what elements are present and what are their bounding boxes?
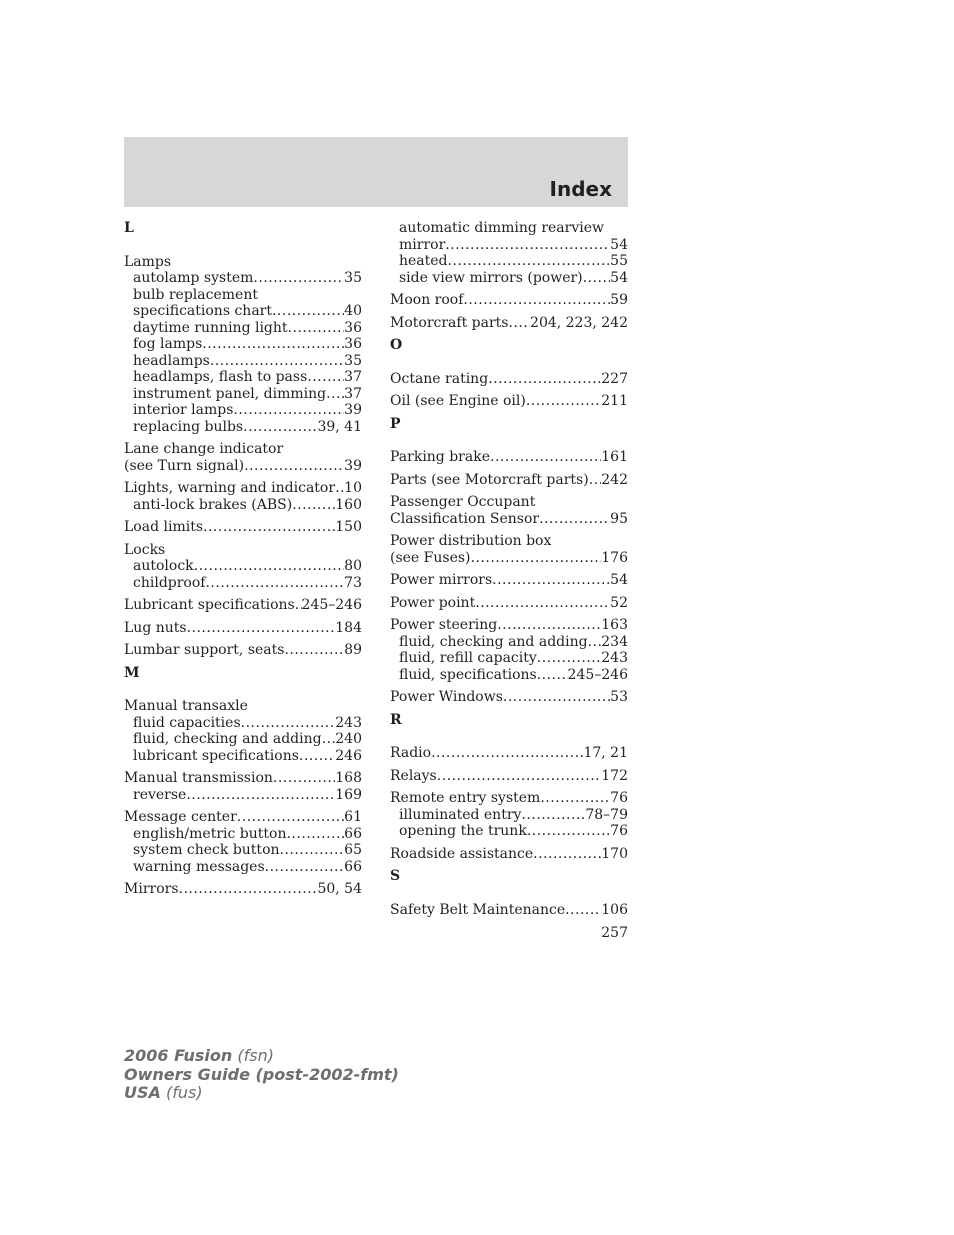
index-entry-group bbox=[124, 597, 362, 614]
entry-page: 36 bbox=[344, 319, 362, 336]
entry-page: 160 bbox=[335, 496, 362, 513]
index-entry bbox=[124, 458, 362, 475]
entry-text: warning messages bbox=[133, 858, 265, 875]
index-subentry bbox=[124, 402, 362, 419]
dot-leader bbox=[471, 550, 602, 567]
footer-line-2: Owners Guide (post-2002-fmt) bbox=[124, 1064, 399, 1084]
entry-text: heated bbox=[399, 253, 448, 269]
entry-page: 73 bbox=[344, 574, 362, 591]
section-letter: R bbox=[390, 711, 402, 728]
entry-text: interior lamps bbox=[133, 402, 234, 418]
entry-text: (see Turn signal) bbox=[124, 457, 245, 474]
index-subentry bbox=[390, 823, 628, 840]
entry-page: 172 bbox=[601, 767, 628, 784]
index-entry bbox=[390, 846, 628, 863]
dot-leader bbox=[540, 790, 610, 807]
index-subentry bbox=[124, 575, 362, 592]
entry-text: fluid, specifications bbox=[399, 666, 537, 683]
entry-text: bulb replacement bbox=[133, 286, 258, 303]
dot-leader bbox=[299, 748, 335, 765]
index-entry bbox=[390, 745, 628, 762]
dot-leader bbox=[241, 715, 336, 732]
dot-leader bbox=[497, 617, 601, 634]
entry-text: system check button bbox=[133, 842, 280, 858]
entry-text: mirror bbox=[399, 236, 446, 253]
index-entry bbox=[124, 254, 362, 271]
entry-page: 66 bbox=[344, 858, 362, 875]
entry-text: Moon roof bbox=[390, 292, 464, 308]
entry-text: Load limits bbox=[124, 519, 204, 535]
entry-text: Manual transmission bbox=[124, 770, 273, 786]
index-entry bbox=[390, 595, 628, 612]
dot-leader bbox=[445, 237, 610, 254]
index-entry-group bbox=[390, 315, 628, 332]
entry-page: 163 bbox=[601, 617, 628, 633]
entry-page: 211 bbox=[601, 393, 628, 409]
dot-leader bbox=[265, 859, 345, 876]
dot-leader bbox=[588, 634, 602, 651]
index-entry bbox=[124, 441, 362, 458]
index-subentry bbox=[124, 497, 362, 514]
entry-page: 245–246 bbox=[567, 666, 628, 683]
index-entry-group bbox=[390, 846, 628, 863]
entry-page: 89 bbox=[344, 642, 362, 658]
index-subentry bbox=[390, 667, 628, 684]
entry-page: 37 bbox=[344, 385, 362, 402]
entry-page: 39 bbox=[344, 402, 362, 418]
entry-text: automatic dimming rearview bbox=[399, 220, 605, 236]
index-subentry bbox=[124, 386, 362, 403]
entry-text: Power Windows bbox=[390, 689, 503, 705]
index-entry bbox=[124, 809, 362, 826]
index-entry bbox=[390, 494, 628, 511]
index-entry bbox=[124, 770, 362, 787]
index-column-left bbox=[124, 220, 362, 904]
entry-page: 61 bbox=[344, 809, 362, 825]
dot-leader bbox=[307, 369, 344, 386]
index-entry bbox=[124, 620, 362, 637]
header-band bbox=[124, 137, 628, 207]
entry-page: 65 bbox=[344, 842, 362, 858]
index-entry-group bbox=[390, 768, 628, 785]
entry-page: 204, 223, 242 bbox=[530, 314, 628, 331]
section-letter: M bbox=[124, 664, 140, 681]
entry-page: 53 bbox=[610, 689, 628, 705]
entry-text: Power mirrors bbox=[390, 572, 493, 588]
entry-text: english/metric button bbox=[133, 825, 287, 842]
section-letter: S bbox=[390, 868, 401, 884]
entry-text: headlamps bbox=[133, 352, 210, 369]
entry-page: 150 bbox=[335, 519, 362, 535]
entry-page: 17, 21 bbox=[583, 745, 628, 761]
index-entry bbox=[390, 768, 628, 785]
entry-text: lubricant specifications bbox=[133, 747, 299, 764]
entry-page: 242 bbox=[601, 471, 628, 488]
index-entry-group bbox=[390, 472, 628, 489]
entry-text: Manual transaxle bbox=[124, 698, 248, 714]
entry-text: Power steering bbox=[390, 617, 498, 633]
dot-leader bbox=[280, 842, 345, 859]
index-column-right bbox=[390, 220, 628, 924]
entry-page: 234 bbox=[601, 633, 628, 650]
dot-leader bbox=[295, 597, 302, 614]
dot-leader bbox=[179, 881, 318, 898]
dot-leader bbox=[244, 458, 344, 475]
dot-leader bbox=[203, 519, 335, 536]
entry-text: Radio bbox=[390, 745, 432, 761]
entry-text: Oil (see Engine oil) bbox=[390, 393, 526, 409]
dot-leader bbox=[253, 270, 344, 287]
index-entry bbox=[390, 550, 628, 567]
index-subentry bbox=[124, 826, 362, 843]
footer-line-3: USA (fus) bbox=[124, 1083, 203, 1102]
dot-leader bbox=[539, 511, 610, 528]
index-entry-group bbox=[390, 371, 628, 388]
entry-page: 35 bbox=[344, 352, 362, 369]
entry-page: 66 bbox=[344, 825, 362, 842]
index-subentry bbox=[124, 303, 362, 320]
index-subentry bbox=[124, 270, 362, 287]
index-entry-group bbox=[390, 689, 628, 706]
index-subentry bbox=[124, 336, 362, 353]
dot-leader bbox=[503, 689, 610, 706]
entry-text: childproof bbox=[133, 574, 206, 591]
index-subentry bbox=[124, 287, 362, 304]
index-subentry bbox=[124, 842, 362, 859]
entry-page: 35 bbox=[344, 270, 362, 286]
entry-page: 54 bbox=[610, 269, 628, 286]
entry-text: Safety Belt Maintenance bbox=[390, 901, 566, 918]
dot-leader bbox=[437, 768, 602, 785]
index-entry-group bbox=[124, 542, 362, 592]
entry-text: Remote entry system bbox=[390, 790, 541, 806]
index-subentry bbox=[390, 237, 628, 254]
dot-leader bbox=[533, 846, 601, 863]
entry-page: 184 bbox=[335, 619, 362, 636]
entry-text: Parking brake bbox=[390, 449, 490, 465]
entry-page: 50, 54 bbox=[317, 881, 362, 897]
dot-leader bbox=[205, 575, 344, 592]
index-entry bbox=[390, 572, 628, 589]
dot-leader bbox=[490, 449, 601, 466]
index-subentry bbox=[124, 731, 362, 748]
entry-page: 243 bbox=[601, 650, 628, 666]
index-entry bbox=[390, 689, 628, 706]
entry-page: 176 bbox=[601, 549, 628, 566]
entry-text: Power point bbox=[390, 594, 476, 611]
entry-text: Motorcraft parts bbox=[390, 314, 509, 331]
entry-text: Lubricant specifications bbox=[124, 597, 295, 613]
entry-page: 240 bbox=[335, 731, 362, 747]
entry-page: 54 bbox=[610, 572, 628, 588]
entry-text: Lumbar support, seats bbox=[124, 642, 285, 658]
entry-page: 245–246 bbox=[301, 597, 362, 613]
index-entry-group bbox=[390, 595, 628, 612]
dot-leader bbox=[292, 497, 335, 514]
entry-page: 227 bbox=[601, 370, 628, 387]
dot-leader bbox=[237, 809, 344, 826]
entry-text: fog lamps bbox=[133, 336, 203, 352]
dot-leader bbox=[537, 650, 602, 667]
index-entry-group bbox=[390, 902, 628, 919]
entry-text: (see Fuses) bbox=[390, 549, 471, 566]
entry-text: Power distribution box bbox=[390, 533, 552, 549]
entry-page: 76 bbox=[610, 790, 628, 806]
dot-leader bbox=[565, 902, 601, 919]
section-letter: L bbox=[124, 220, 134, 236]
index-subentry bbox=[390, 807, 628, 824]
entry-page: 169 bbox=[335, 786, 362, 803]
dot-leader bbox=[527, 823, 610, 840]
index-entry bbox=[390, 393, 628, 410]
entry-page: 52 bbox=[610, 594, 628, 611]
entry-page: 76 bbox=[610, 823, 628, 839]
dot-leader bbox=[194, 558, 345, 575]
dot-leader bbox=[286, 826, 344, 843]
index-subentry bbox=[124, 715, 362, 732]
index-entry bbox=[390, 315, 628, 332]
index-entry-group bbox=[390, 745, 628, 762]
index-entry-group bbox=[124, 881, 362, 898]
entry-text: fluid capacities bbox=[133, 714, 241, 731]
page-number: 257 bbox=[601, 925, 628, 941]
index-entry-group bbox=[124, 620, 362, 637]
index-entry-group bbox=[124, 519, 362, 536]
entry-page: 37 bbox=[344, 369, 362, 385]
index-subentry bbox=[124, 369, 362, 386]
index-entry bbox=[390, 472, 628, 489]
index-entry-group bbox=[124, 441, 362, 474]
index-entry bbox=[124, 642, 362, 659]
dot-leader bbox=[448, 253, 611, 270]
index-subentry bbox=[124, 320, 362, 337]
index-entry bbox=[390, 511, 628, 528]
entry-page: 106 bbox=[601, 901, 628, 918]
entry-page: 243 bbox=[335, 714, 362, 731]
index-entry bbox=[390, 617, 628, 634]
section-letter: P bbox=[390, 415, 401, 432]
entry-text: autolamp system bbox=[133, 270, 254, 286]
entry-text: Parts (see Motorcraft parts) bbox=[390, 471, 589, 488]
index-entry-group bbox=[390, 533, 628, 566]
entry-text: side view mirrors (power) bbox=[399, 269, 583, 286]
index-subentry bbox=[390, 270, 628, 287]
index-entry bbox=[124, 597, 362, 614]
entry-page: 36 bbox=[344, 336, 362, 352]
index-entry bbox=[390, 371, 628, 388]
dot-leader bbox=[526, 393, 601, 410]
index-entry-group bbox=[390, 220, 628, 286]
entry-page: 10 bbox=[344, 480, 362, 496]
dot-leader bbox=[272, 303, 344, 320]
index-entry-group bbox=[390, 393, 628, 410]
dot-leader bbox=[326, 386, 344, 403]
index-entry-group bbox=[390, 572, 628, 589]
entry-text: anti-lock brakes (ABS) bbox=[133, 496, 293, 513]
dot-leader bbox=[284, 642, 344, 659]
index-subentry bbox=[124, 558, 362, 575]
index-entry-group bbox=[124, 254, 362, 436]
dot-leader bbox=[537, 667, 568, 684]
dot-leader bbox=[521, 807, 585, 824]
entry-text: illuminated entry bbox=[399, 806, 522, 823]
entry-text: Lug nuts bbox=[124, 619, 187, 636]
entry-page: 95 bbox=[610, 510, 628, 527]
index-entry-group bbox=[124, 698, 362, 764]
dot-leader bbox=[322, 731, 336, 748]
entry-text: headlamps, flash to pass bbox=[133, 369, 308, 385]
dot-leader bbox=[273, 770, 335, 787]
entry-text: Lamps bbox=[124, 253, 172, 270]
entry-text: Lane change indicator bbox=[124, 441, 284, 457]
index-entry-group bbox=[124, 642, 362, 659]
index-entry bbox=[390, 902, 628, 919]
index-entry-group bbox=[124, 480, 362, 513]
footer bbox=[124, 1047, 399, 1103]
footer-line-1: 2006 Fusion (fsn) bbox=[124, 1046, 274, 1065]
entry-page: 168 bbox=[335, 770, 362, 786]
index-subentry bbox=[390, 634, 628, 651]
dot-leader bbox=[243, 419, 317, 436]
index-entry-group bbox=[390, 494, 628, 527]
index-entry-group bbox=[390, 449, 628, 466]
index-subentry bbox=[124, 353, 362, 370]
dot-leader bbox=[288, 320, 345, 337]
entry-text: Relays bbox=[390, 767, 437, 784]
entry-text: Locks bbox=[124, 541, 166, 558]
entry-text: fluid, refill capacity bbox=[399, 650, 537, 666]
dot-leader bbox=[508, 315, 530, 332]
entry-text: reverse bbox=[133, 786, 187, 803]
dot-leader bbox=[492, 572, 610, 589]
entry-page: 80 bbox=[344, 558, 362, 574]
entry-text: replacing bulbs bbox=[133, 418, 244, 435]
entry-page: 39 bbox=[344, 457, 362, 474]
dot-leader bbox=[488, 371, 601, 388]
dot-leader bbox=[233, 402, 344, 419]
index-entry bbox=[124, 881, 362, 898]
entry-page: 78–79 bbox=[585, 806, 628, 823]
index-subentry bbox=[124, 787, 362, 804]
index-entry bbox=[124, 698, 362, 715]
index-subentry bbox=[124, 419, 362, 436]
index-subentry bbox=[390, 253, 628, 270]
entry-page: 59 bbox=[610, 292, 628, 308]
entry-text: daytime running light bbox=[133, 319, 288, 336]
entry-page: 54 bbox=[610, 236, 628, 253]
index-entry bbox=[124, 542, 362, 559]
index-entry bbox=[124, 480, 362, 497]
dot-leader bbox=[589, 472, 602, 489]
index-subentry bbox=[124, 859, 362, 876]
index-entry-group bbox=[390, 292, 628, 309]
dot-leader bbox=[335, 480, 344, 497]
entry-page: 55 bbox=[610, 253, 628, 269]
index-entry-group bbox=[124, 770, 362, 803]
index-entry bbox=[124, 519, 362, 536]
index-entry bbox=[390, 533, 628, 550]
dot-leader bbox=[475, 595, 610, 612]
entry-text: instrument panel, dimming bbox=[133, 385, 327, 402]
index-entry-group bbox=[390, 617, 628, 683]
entry-page: 40 bbox=[344, 303, 362, 319]
index-entry-group bbox=[390, 790, 628, 840]
entry-text: Roadside assistance bbox=[390, 845, 534, 862]
entry-page: 161 bbox=[601, 449, 628, 465]
dot-leader bbox=[186, 787, 335, 804]
entry-text: autolock bbox=[133, 558, 194, 574]
dot-leader bbox=[187, 620, 336, 637]
dot-leader bbox=[431, 745, 583, 762]
section-letter: O bbox=[390, 337, 403, 353]
dot-leader bbox=[210, 353, 344, 370]
entry-page: 170 bbox=[601, 845, 628, 862]
index-entry bbox=[390, 292, 628, 309]
entry-text: Passenger Occupant bbox=[390, 494, 536, 510]
index-subentry bbox=[124, 748, 362, 765]
entry-text: Message center bbox=[124, 809, 237, 825]
entry-text: Classification Sensor bbox=[390, 510, 540, 527]
index-subentry bbox=[390, 650, 628, 667]
entry-text: fluid, checking and adding bbox=[133, 731, 322, 747]
entry-text: Mirrors bbox=[124, 881, 179, 897]
index-entry bbox=[390, 790, 628, 807]
entry-text: specifications chart bbox=[133, 303, 272, 319]
entry-page: 39, 41 bbox=[317, 418, 362, 435]
index-entry-group bbox=[124, 809, 362, 875]
entry-text: Lights, warning and indicator bbox=[124, 480, 336, 496]
index-entry bbox=[390, 449, 628, 466]
index-subentry bbox=[390, 220, 628, 237]
dot-leader bbox=[202, 336, 344, 353]
entry-text: opening the trunk bbox=[399, 823, 527, 839]
entry-page: 246 bbox=[335, 747, 362, 764]
entry-text: fluid, checking and adding bbox=[399, 633, 588, 650]
entry-text: Octane rating bbox=[390, 370, 489, 387]
dot-leader bbox=[463, 292, 610, 309]
dot-leader bbox=[583, 270, 611, 287]
page-title: Index bbox=[549, 177, 612, 201]
